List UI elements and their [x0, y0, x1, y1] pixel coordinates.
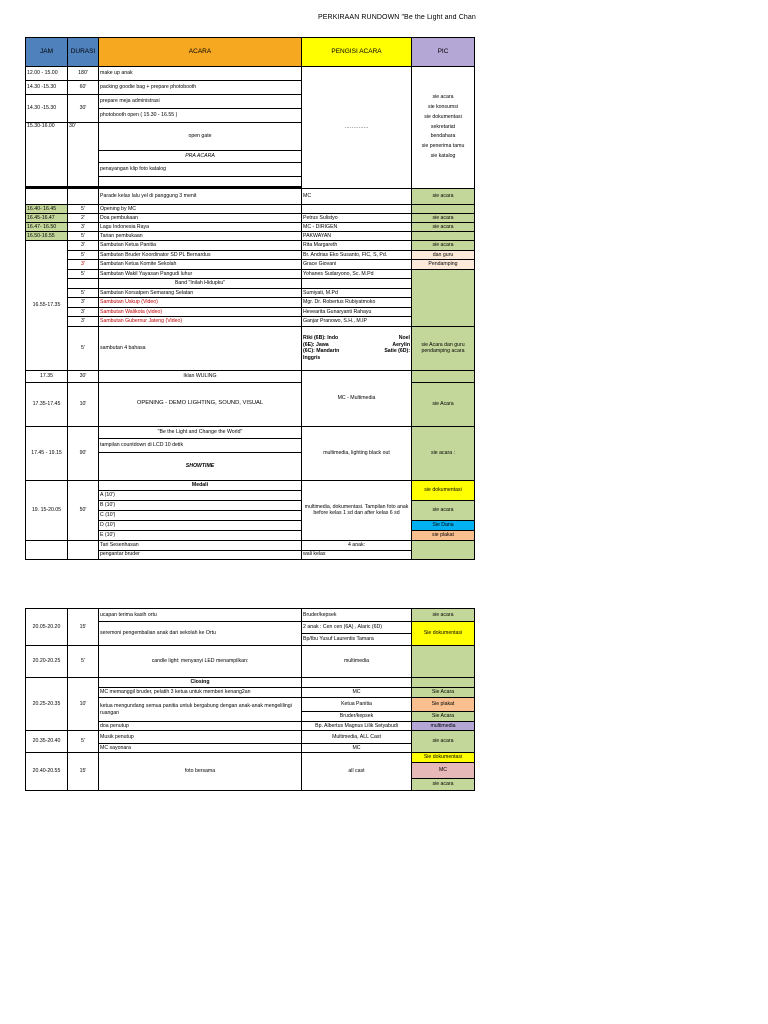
acara-cell: doa penutup [99, 722, 302, 731]
pengisi-line: Riki (6B): Indo [303, 335, 339, 341]
pengisi-cell [302, 678, 412, 688]
acara-cell: Parade kelas lalu yel di panggung 3 menit [99, 189, 302, 205]
acara-cell: Tari Sesenhasan [99, 540, 302, 550]
pic-item: sie konsumsi [428, 103, 458, 110]
pengisi-cell: 2 anak : Cen cen (6A) , Alaric (6D) [302, 622, 412, 634]
pic-cell: sie acara [412, 241, 475, 251]
pengisi-line: Noel [398, 335, 410, 341]
acara-cell: Lagu Indonesia Raya [99, 223, 302, 232]
jam-cell: 14.30 -15.30 [26, 81, 68, 95]
acara-cell: Sambutan Ketua Panitia [99, 241, 302, 251]
acara-cell: Sambutan Gubernur Jateng (Video) [99, 317, 302, 327]
durasi-cell: 3' [68, 223, 99, 232]
table-row [26, 646, 475, 678]
pengisi-cell: multimedia, lighting black out [302, 426, 412, 480]
pic-cell [412, 540, 475, 559]
table-row [26, 241, 475, 251]
durasi-cell: 10' [68, 382, 99, 426]
durasi-cell: 5' [68, 250, 99, 260]
pic-cell: sie acara [412, 779, 475, 791]
acara-cell: ucapan terima kasih ortu [99, 609, 302, 622]
table-row [26, 67, 475, 81]
acara-cell: Musik penutup [99, 731, 302, 744]
pengisi-cell: Br. Andrias Eko Susanto, FIC, S, Pd. [302, 250, 412, 260]
pic-cell: dan guru [412, 250, 475, 260]
pic-cell [412, 678, 475, 688]
jam-cell: 20.25-20.35 [26, 678, 68, 731]
acara-cell: Medali [99, 480, 302, 490]
acara-cell: sambutan 4 bahasa [99, 326, 302, 370]
jam-cell: 15.30-16.00 [26, 123, 68, 187]
jam-cell: 12.00 - 15.00 [26, 67, 68, 81]
durasi-cell: 5' [68, 269, 99, 279]
jam-cell: 16.40- 16.45 [26, 205, 68, 214]
pic-cell: sie acara [412, 500, 475, 520]
acara-cell: tampilan countdown di LCD 10 detik [99, 438, 302, 452]
pic-cell [412, 646, 475, 678]
pengisi-cell: MC [302, 688, 412, 698]
table-row [26, 480, 475, 490]
table-row [26, 678, 475, 688]
table-row [26, 223, 475, 232]
header-durasi: DURASI [68, 38, 99, 67]
table-row [26, 250, 475, 260]
durasi-cell: 180' [68, 67, 99, 81]
acara-cell: seremoni pengembalian anak dari sekolah ke Ortu [99, 622, 302, 646]
acara-cell: Sambutan Walikota (video) [99, 307, 302, 317]
rundown-table-2 [25, 608, 475, 791]
jam-cell: 17.35-17.45 [26, 382, 68, 426]
pic-item: sie katalog [430, 153, 456, 160]
pic-cell: sie plakat [412, 530, 475, 540]
table-row [26, 426, 475, 438]
pengisi-cell: Bruder/kepsek [302, 609, 412, 622]
acara-cell: prepare meja administrasi [99, 95, 302, 109]
acara-cell: C (10') [99, 510, 302, 520]
pengisi-cell: Grace Giovani [302, 260, 412, 270]
acara-cell: D (10') [99, 520, 302, 530]
durasi-cell: 3' [68, 307, 99, 317]
pengisi-line: (6E): Jawa [303, 341, 329, 348]
durasi-cell: 30' [68, 123, 99, 187]
acara-cell: Doa pembukaan [99, 214, 302, 223]
pic-cell [412, 370, 475, 382]
durasi-cell: 15' [68, 609, 99, 646]
pic-cell: Sie plakat [412, 698, 475, 712]
pengisi-cell [302, 279, 412, 289]
pengisi-cell: Hevearita Gunaryanti Rahayu [302, 307, 412, 317]
header-pic: PIC [412, 38, 475, 67]
pic-item: sekretariat [430, 123, 456, 130]
durasi-cell: 30' [68, 370, 99, 382]
durasi-cell: 3' [68, 241, 99, 251]
pengisi-cell: MC [302, 189, 412, 205]
pengisi-line: (6C): Mandarin [303, 348, 340, 354]
pengisi-cell: Bp. Albertus Magnus Lilik Setyabudi [302, 722, 412, 731]
pic-item: sie dokumentasi [424, 113, 462, 120]
acara-cell: Sambutan Ketua Komite Sekolah [99, 260, 302, 270]
header-acara: ACARA [99, 38, 302, 67]
table-row [26, 288, 475, 298]
acara-cell: open gate [99, 123, 302, 151]
acara-cell: "Be the Light and Change the World" [99, 426, 302, 438]
pic-cell: Sie Acara [412, 712, 475, 722]
jam-cell: 16.45-16.47 [26, 214, 68, 223]
pengisi-cell [302, 326, 412, 370]
jam-cell [26, 189, 68, 205]
acara-cell: Band "Inilah Hidupku" [99, 279, 302, 289]
pengisi-cell: 4 anak: [302, 540, 412, 550]
pengisi-cell: Rita Margareth [302, 241, 412, 251]
acara-cell: Opening by MC [99, 205, 302, 214]
pengisi-cell: Bruder/kepsek [302, 712, 412, 722]
table-row [26, 298, 475, 308]
acara-cell: Sambutan Uskup (Video) [99, 298, 302, 308]
jam-cell: 16.55-17.35 [26, 241, 68, 371]
pic-cell: sie Acara [412, 382, 475, 426]
jam-cell: 20.05-20.20 [26, 609, 68, 646]
durasi-cell: 2' [68, 214, 99, 223]
pic-cell: Sie Dana [412, 520, 475, 530]
page-title: PERKIRAAN RUNDOWN "Be the Light and Chan [318, 14, 476, 21]
pic-cell: multimedia [412, 722, 475, 731]
pic-cell: sie acara [412, 214, 475, 223]
durasi-cell: 15' [68, 753, 99, 791]
acara-cell: Sambutan Wakil Yayasan Pangudi luhur [99, 269, 302, 279]
acara-cell: make up anak [99, 67, 302, 81]
acara-cell: MC sayonara [99, 744, 302, 753]
durasi-cell: 5' [68, 205, 99, 214]
acara-cell: SHOWTIME [99, 452, 302, 480]
table-row [26, 214, 475, 223]
jam-cell: 17.35 [26, 370, 68, 382]
pic-cell: Pendamping [412, 260, 475, 270]
pengisi-cell: all cast [302, 753, 412, 791]
durasi-cell: 50' [68, 480, 99, 540]
pengisi-cell: Ketua Panitia [302, 698, 412, 712]
pengisi-cell: wali kelas [302, 550, 412, 559]
pengisi-cell: PAKWAYAN [302, 232, 412, 241]
durasi-cell: 90' [68, 426, 99, 480]
table-row [26, 279, 475, 289]
pengisi-cell: multimedia, dokumentasi. Tampilan foto anak before kelas 1 sd dan after kelas 6 sd [302, 480, 412, 540]
pengisi-cell: Yohanes Sudaryono, Sc. M.Pd [302, 269, 412, 279]
pic-item: sie acara [432, 93, 454, 100]
acara-cell: packing goodie bag + prepare photobooth [99, 81, 302, 95]
pengisi-line: Inggris [303, 354, 321, 361]
table-row [26, 269, 475, 279]
jam-cell: 16.47- 16.50 [26, 223, 68, 232]
pengisi-cell: Multimedia, ALL Cast [302, 731, 412, 744]
pengisi-cell: Bp/Ibu Yusuf Laurentis Tamara [302, 634, 412, 646]
pengisi-cell: Sumiyati, M.Pd [302, 288, 412, 298]
durasi-cell: 30' [68, 95, 99, 123]
acara-cell: Iklan WULING [99, 370, 302, 382]
pengisi-cell [302, 205, 412, 214]
pic-cell: MC [412, 763, 475, 779]
table-row [26, 307, 475, 317]
acara-cell: PRA ACARA [99, 151, 302, 163]
pengisi-cell: ………….. [302, 67, 412, 189]
durasi-cell: 3' [68, 317, 99, 327]
table-row [26, 189, 475, 205]
jam-cell: 20.35-20.40 [26, 731, 68, 753]
pic-cell: sie Acara dan guru pendamping acara [412, 326, 475, 370]
acara-cell: pengantar bruder [99, 550, 302, 559]
table-row [26, 540, 475, 550]
acara-cell: E (10') [99, 530, 302, 540]
durasi-cell: 10' [68, 678, 99, 731]
jam-cell: 20.20-20.25 [26, 646, 68, 678]
table-row [26, 260, 475, 270]
pengisi-cell: MC [302, 744, 412, 753]
acara-cell: OPENING - DEMO LIGHTING, SOUND, VISUAL [99, 382, 302, 426]
table-row [26, 317, 475, 327]
acara-cell: photobooth open ( 15.30 - 16.55 ) [99, 109, 302, 123]
acara-cell [99, 177, 302, 187]
pic-item: bendahara [430, 133, 456, 140]
durasi-cell [68, 279, 99, 289]
durasi-cell: 60' [68, 81, 99, 95]
pengisi-line: Aerylin [392, 341, 410, 348]
pic-cell: Sie Acara [412, 688, 475, 698]
table-row [26, 370, 475, 382]
pengisi-cell: MC - DIRIGEN [302, 223, 412, 232]
acara-cell: MC memanggil bruder, pelatih 3 ketua untuk memberi kenang2an [99, 688, 302, 698]
pic-cell: sie acara [412, 731, 475, 753]
acara-cell: Closing [99, 678, 302, 688]
pic-cell: sie acara [412, 189, 475, 205]
acara-cell: ketua mengundang semua panitia untuk bergabung dengan anak-anak mengelilingi ruangan [99, 698, 302, 722]
durasi-cell [68, 189, 99, 205]
pic-cell: Sie dokumentasi [412, 753, 475, 763]
pic-cell: sie acara [412, 223, 475, 232]
acara-cell: Tarian pembukaan [99, 232, 302, 241]
pic-cell [412, 205, 475, 214]
jam-cell: 17.45 - 19.15 [26, 426, 68, 480]
acara-cell: A (10') [99, 490, 302, 500]
pengisi-cell: Petrus Sulistyo [302, 214, 412, 223]
table-row [26, 326, 475, 370]
table-row [26, 731, 475, 744]
pic-item: sie penerima tamu [421, 143, 465, 150]
header-jam: JAM [26, 38, 68, 67]
table-row [26, 232, 475, 241]
durasi-cell: 5' [68, 288, 99, 298]
acara-cell: Sambutan Bruder Koordinator SD PL Bernardus [99, 250, 302, 260]
durasi-cell: 5' [68, 646, 99, 678]
durasi-cell: 3' [68, 260, 99, 270]
acara-cell: candle light: menyanyi LED menampilkan: [99, 646, 302, 678]
acara-cell: B (10') [99, 500, 302, 510]
jam-cell: 16.50-16.55 [26, 232, 68, 241]
header-pengisi: PENGISI ACARA [302, 38, 412, 67]
pengisi-line: Satie (6D): [384, 348, 410, 354]
pic-list-cell [412, 67, 475, 189]
durasi-cell [68, 540, 99, 559]
pic-cell [412, 269, 475, 326]
pengisi-cell: multimedia [302, 646, 412, 678]
durasi-cell: 5' [68, 731, 99, 753]
pengisi-cell: MC - Multimedia [302, 370, 412, 426]
acara-cell: Sambutan Korsatpen Semarang Selatan [99, 288, 302, 298]
rundown-table-1 [25, 37, 475, 560]
acara-cell: foto bersama [99, 753, 302, 791]
jam-cell: 20.40-20.55 [26, 753, 68, 791]
pic-cell [412, 232, 475, 241]
table-row [26, 609, 475, 622]
jam-cell [26, 540, 68, 559]
table-row [26, 205, 475, 214]
pic-cell: Sie dokumentasi [412, 622, 475, 646]
durasi-cell: 5' [68, 326, 99, 370]
header-row [26, 38, 475, 67]
jam-cell: 19. 15-20.05 [26, 480, 68, 540]
acara-cell: penayangan klip foto katalog [99, 163, 302, 177]
table-row [26, 753, 475, 763]
durasi-cell: 5' [68, 232, 99, 241]
jam-cell: 14.30 -15.30 [26, 95, 68, 123]
pic-cell: sie acara : [412, 426, 475, 480]
pengisi-cell: Ganjar Pranowo, S.H., M.IP [302, 317, 412, 327]
pic-cell: sie dokumentasi [412, 480, 475, 500]
pengisi-cell: Mgr. Dr. Robertus Rubiyatmoko [302, 298, 412, 308]
pic-cell: sie acara [412, 609, 475, 622]
durasi-cell: 3' [68, 298, 99, 308]
